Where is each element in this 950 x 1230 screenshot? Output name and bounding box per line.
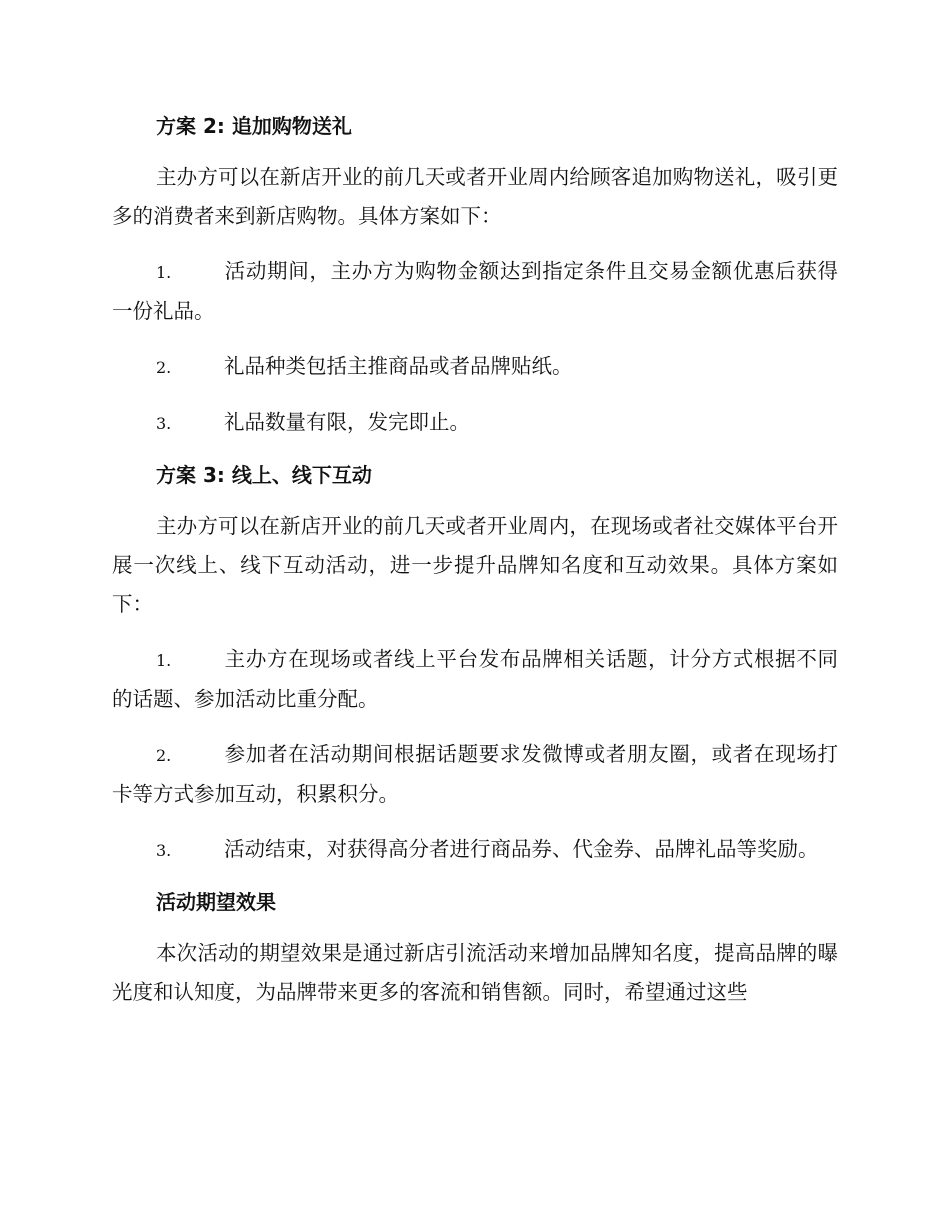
section-expected-effect xyxy=(112,884,838,1012)
list-number: 3. xyxy=(156,841,172,860)
list-text: 活动结束，对获得高分者进行商品券、代金券、品牌礼品等奖励。 xyxy=(224,837,819,861)
list-item xyxy=(112,347,838,387)
list-text: 主办方在现场或者线上平台发布品牌相关话题，计分方式根据不同的话题、参加活动比重分配。 xyxy=(112,647,838,711)
list-number: 2. xyxy=(156,746,172,765)
list-number: 2. xyxy=(156,358,172,377)
section-intro: 主办方可以在新店开业的前几天或者开业周内给顾客追加购物送礼，吸引更多的消费者来到新店购物。具体方案如下： xyxy=(112,165,838,228)
list-item xyxy=(112,252,838,331)
list-item xyxy=(112,735,838,814)
section-heading: 方案 2: 追加购物送礼 xyxy=(156,114,352,138)
list-item xyxy=(112,640,838,719)
section-intro: 本次活动的期望效果是通过新店引流活动来增加品牌知名度，提高品牌的曝光度和认知度，为品牌带来更多的客流和销售额。同时，希望通过这些 xyxy=(112,941,838,1004)
section-plan-2 xyxy=(112,108,838,443)
list-text: 礼品种类包括主推商品或者品牌贴纸。 xyxy=(224,354,573,378)
section-heading: 活动期望效果 xyxy=(156,890,276,914)
list-item xyxy=(112,403,838,443)
list-number: 1. xyxy=(156,651,172,670)
section-heading: 方案 3: 线上、线下互动 xyxy=(156,463,372,487)
section-plan-3 xyxy=(112,457,838,870)
list-number: 1. xyxy=(156,263,172,282)
list-number: 3. xyxy=(156,414,172,433)
list-text: 活动期间，主办方为购物金额达到指定条件且交易金额优惠后获得一份礼品。 xyxy=(112,259,838,323)
list-text: 礼品数量有限，发完即止。 xyxy=(224,410,470,434)
list-item xyxy=(112,830,838,870)
list-text: 参加者在活动期间根据话题要求发微博或者朋友圈，或者在现场打卡等方式参加互动，积累积分。 xyxy=(112,742,838,806)
document-page xyxy=(112,108,838,1012)
section-intro: 主办方可以在新店开业的前几天或者开业周内，在现场或者社交媒体平台开展一次线上、线下互动活动，进一步提升品牌知名度和互动效果。具体方案如下： xyxy=(112,514,838,616)
